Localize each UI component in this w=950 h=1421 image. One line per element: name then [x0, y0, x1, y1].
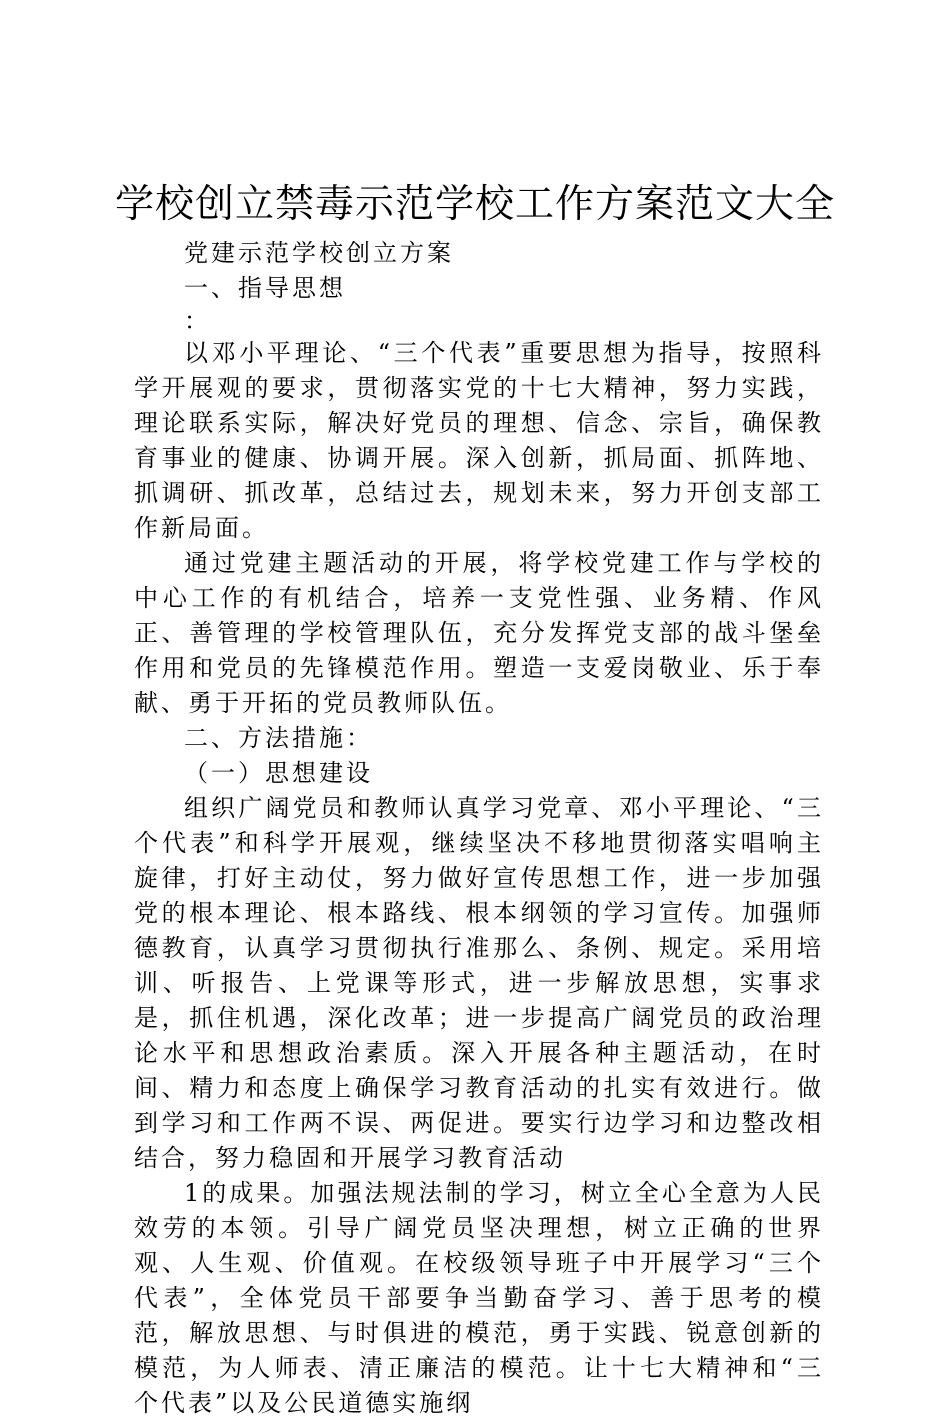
paragraph-ideological-building: 组织广阔党员和教师认真学习党章、邓小平理论、“三个代表”和科学开展观，继续坚决不移地贯彻落实唱响主旋律，打好主动仗，努力做好宣传思想工作，进一步加强党的根本理论、根本路线、根本纲领的学习宣传。加强师德教育，认真学习贯彻执行准那么、条例、规定。采用培训、听报告、上党课等形式，进一步解放思想，实事求是，抓住机遇，深化改革；进一步提高广阔党员的政治理论水平和思想政治素质。深入开展各种主题活动，在时间、精力和态度上确保学习教育活动的扎实有效进行。做到学习和工作两不误、两促进。要实行边学习和边整改相结合，努力稳固和开展学习教育活动: [134, 794, 824, 1172]
paragraph-guiding-ideology: 以邓小平理论、“三个代表”重要思想为指导，按照科学开展观的要求，贯彻落实党的十七大精神，努力实践，理论联系实际，解决好党员的理想、信念、宗旨，确保教育事业的健康、协调开展。深入创新，抓局面、抓阵地、抓调研、抓改革，总结过去，规划未来，努力开创支部工作新局面。: [134, 339, 824, 542]
subheading-ideological-building: （一）思想建设: [184, 759, 373, 787]
heading-methods: 二、方法措施：: [184, 724, 373, 752]
paragraph-theme-activities: 通过党建主题活动的开展，将学校党建工作与学校的中心工作的有机结合，培养一支党性强、业务精、作风正、善管理的学校管理队伍，充分发挥党支部的战斗堡垒作用和党员的先锋模范作用。塑造一支爱岗敬业、乐于奉献、勇于开拓的党员教师队伍。: [134, 549, 824, 717]
document-subtitle: 党建示范学校创立方案: [184, 239, 454, 267]
document-title: 学校创立禁毒示范学校工作方案范文大全: [114, 182, 835, 227]
paragraph-continued: 1的成果。加强法规法制的学习，树立全心全意为人民效劳的本领。引导广阔党员坚决理想，树立正确的世界观、人生观、价值观。在校级领导班子中开展学习“三个代表”，全体党员干部要争当勤奋学习、善于思考的模范，解放思想、与时俱进的模范，勇于实践、锐意创新的模范，为人师表、清正廉洁的模范。让十七大精神和“三个代表”以及公民道德实施纲: [134, 1179, 824, 1417]
heading-colon: ：: [184, 307, 211, 335]
heading-guiding-ideology: 一、指导思想: [184, 274, 346, 302]
document-body: [134, 236, 824, 1421]
